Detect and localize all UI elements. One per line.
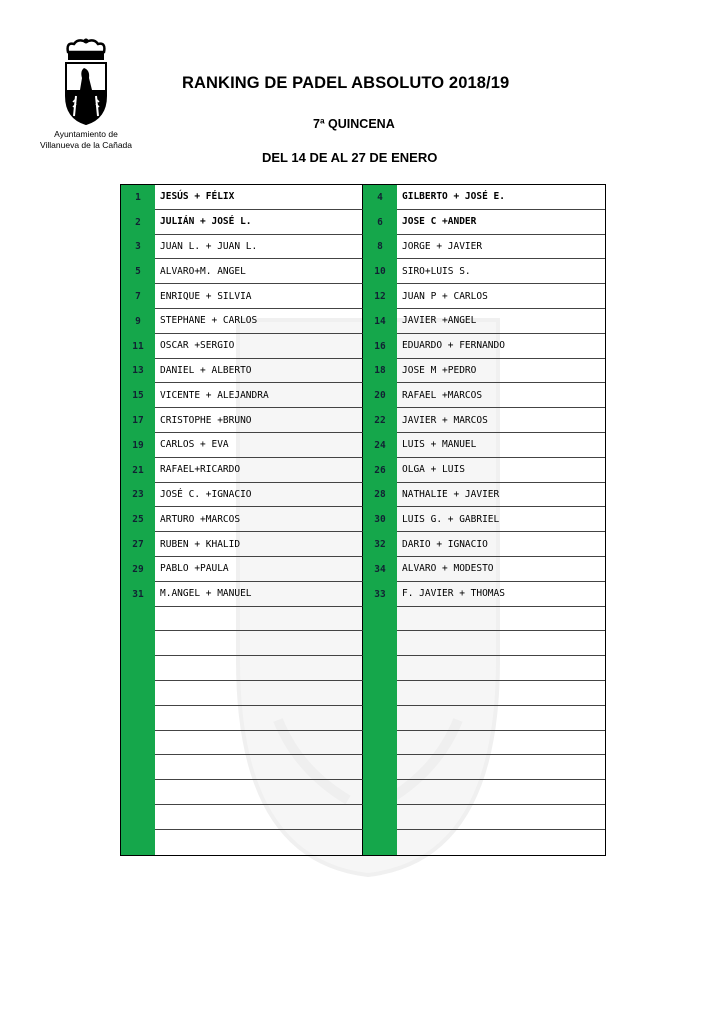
table-row (121, 830, 605, 855)
rank-right: 32 (363, 532, 397, 557)
municipality-logo (36, 38, 136, 151)
rank-left (121, 805, 155, 830)
pair-right (397, 755, 605, 780)
rank-right (363, 830, 397, 855)
pair-right: JORGE + JAVIER (397, 235, 605, 260)
rank-right: 6 (363, 210, 397, 235)
rank-right: 20 (363, 383, 397, 408)
pair-right: EDUARDO + FERNANDO (397, 334, 605, 359)
rank-right (363, 607, 397, 632)
table-row (121, 359, 605, 384)
rank-left: 9 (121, 309, 155, 334)
rank-left: 7 (121, 284, 155, 309)
pair-left: STEPHANE + CARLOS (155, 309, 363, 334)
rank-left (121, 755, 155, 780)
table-row (121, 433, 605, 458)
pair-left (155, 830, 363, 855)
pair-right (397, 656, 605, 681)
rank-left: 31 (121, 582, 155, 607)
rank-right: 28 (363, 483, 397, 508)
pair-left (155, 656, 363, 681)
pair-right: OLGA + LUIS (397, 458, 605, 483)
pair-left (155, 706, 363, 731)
table-row (121, 408, 605, 433)
rank-right: 4 (363, 185, 397, 210)
pair-right (397, 681, 605, 706)
rank-right: 18 (363, 359, 397, 384)
pair-left: PABLO +PAULA (155, 557, 363, 582)
table-row (121, 731, 605, 756)
pair-right: JAVIER +ANGEL (397, 309, 605, 334)
table-row (121, 607, 605, 632)
pair-right: JOSE C +ANDER (397, 210, 605, 235)
ranking-table (120, 184, 606, 856)
pair-left: VICENTE + ALEJANDRA (155, 383, 363, 408)
table-row (121, 309, 605, 334)
rank-left: 29 (121, 557, 155, 582)
rank-right (363, 755, 397, 780)
pair-left (155, 731, 363, 756)
pair-left: M.ANGEL + MANUEL (155, 582, 363, 607)
page-subtitle: 7ª QUINCENA (313, 117, 395, 131)
pair-right: GILBERTO + JOSÉ E. (397, 185, 605, 210)
rank-left: 17 (121, 408, 155, 433)
table-row (121, 805, 605, 830)
pair-left (155, 607, 363, 632)
pair-right (397, 607, 605, 632)
rank-left: 5 (121, 259, 155, 284)
rank-right: 10 (363, 259, 397, 284)
pair-left (155, 780, 363, 805)
pair-left: RAFAEL+RICARDO (155, 458, 363, 483)
pair-right: JAVIER + MARCOS (397, 408, 605, 433)
rank-right (363, 631, 397, 656)
rank-left: 21 (121, 458, 155, 483)
rank-left (121, 681, 155, 706)
table-row (121, 656, 605, 681)
table-row (121, 532, 605, 557)
coat-of-arms-icon (56, 38, 116, 126)
rank-right: 14 (363, 309, 397, 334)
table-row (121, 557, 605, 582)
pair-left: ALVARO+M. ANGEL (155, 259, 363, 284)
pair-left (155, 805, 363, 830)
rank-right: 33 (363, 582, 397, 607)
pair-left: ENRIQUE + SILVIA (155, 284, 363, 309)
pair-left (155, 681, 363, 706)
rank-right: 34 (363, 557, 397, 582)
pair-right (397, 731, 605, 756)
rank-left: 11 (121, 334, 155, 359)
rank-left: 1 (121, 185, 155, 210)
table-row (121, 582, 605, 607)
org-name-line1: Ayuntamiento de (54, 129, 118, 139)
rank-right (363, 681, 397, 706)
rank-left (121, 780, 155, 805)
rank-right (363, 656, 397, 681)
pair-right: F. JAVIER + THOMAS (397, 582, 605, 607)
date-range: DEL 14 DE AL 27 DE ENERO (262, 150, 438, 165)
rank-right (363, 706, 397, 731)
table-row (121, 259, 605, 284)
rank-left (121, 631, 155, 656)
pair-left: DANIEL + ALBERTO (155, 359, 363, 384)
pair-right (397, 805, 605, 830)
pair-left (155, 755, 363, 780)
rank-right (363, 731, 397, 756)
table-row (121, 383, 605, 408)
pair-right: ALVARO + MODESTO (397, 557, 605, 582)
rank-right: 22 (363, 408, 397, 433)
table-row (121, 706, 605, 731)
pair-right (397, 706, 605, 731)
pair-left: JUAN L. + JUAN L. (155, 235, 363, 260)
pair-right: LUIS G. + GABRIEL (397, 507, 605, 532)
rank-left: 27 (121, 532, 155, 557)
pair-left: OSCAR +SERGIO (155, 334, 363, 359)
pair-left (155, 631, 363, 656)
pair-right: RAFAEL +MARCOS (397, 383, 605, 408)
table-row (121, 681, 605, 706)
pair-right (397, 780, 605, 805)
rank-left: 2 (121, 210, 155, 235)
table-row (121, 507, 605, 532)
rank-right: 12 (363, 284, 397, 309)
rank-right: 24 (363, 433, 397, 458)
table-row (121, 185, 605, 210)
rank-right: 16 (363, 334, 397, 359)
table-row (121, 755, 605, 780)
rank-right: 26 (363, 458, 397, 483)
pair-right: JUAN P + CARLOS (397, 284, 605, 309)
pair-right: DARIO + IGNACIO (397, 532, 605, 557)
table-row (121, 210, 605, 235)
rank-right (363, 780, 397, 805)
table-row (121, 483, 605, 508)
rank-left: 3 (121, 235, 155, 260)
rank-left (121, 830, 155, 855)
table-row (121, 334, 605, 359)
pair-left: JULIÁN + JOSÉ L. (155, 210, 363, 235)
table-row (121, 780, 605, 805)
pair-left: JESÚS + FÉLIX (155, 185, 363, 210)
pair-right: LUIS + MANUEL (397, 433, 605, 458)
rank-left: 15 (121, 383, 155, 408)
rank-right: 8 (363, 235, 397, 260)
table-row (121, 284, 605, 309)
table-row (121, 235, 605, 260)
pair-right: SIRO+LUIS S. (397, 259, 605, 284)
rank-right (363, 805, 397, 830)
rank-left: 23 (121, 483, 155, 508)
rank-left (121, 706, 155, 731)
pair-right: NATHALIE + JAVIER (397, 483, 605, 508)
pair-left: ARTURO +MARCOS (155, 507, 363, 532)
rank-left (121, 656, 155, 681)
rank-right: 30 (363, 507, 397, 532)
pair-right (397, 830, 605, 855)
rank-left: 25 (121, 507, 155, 532)
table-row (121, 631, 605, 656)
pair-left: JOSÉ C. +IGNACIO (155, 483, 363, 508)
page-title: RANKING DE PADEL ABSOLUTO 2018/19 (182, 74, 510, 92)
rank-left: 13 (121, 359, 155, 384)
pair-left: RUBEN + KHALID (155, 532, 363, 557)
rank-left (121, 731, 155, 756)
table-row (121, 458, 605, 483)
pair-right: JOSE M +PEDRO (397, 359, 605, 384)
pair-left: CARLOS + EVA (155, 433, 363, 458)
rank-left (121, 607, 155, 632)
rank-left: 19 (121, 433, 155, 458)
pair-left: CRISTOPHE +BRUNO (155, 408, 363, 433)
pair-right (397, 631, 605, 656)
org-name-line2: Villanueva de la Cañada (40, 140, 132, 150)
